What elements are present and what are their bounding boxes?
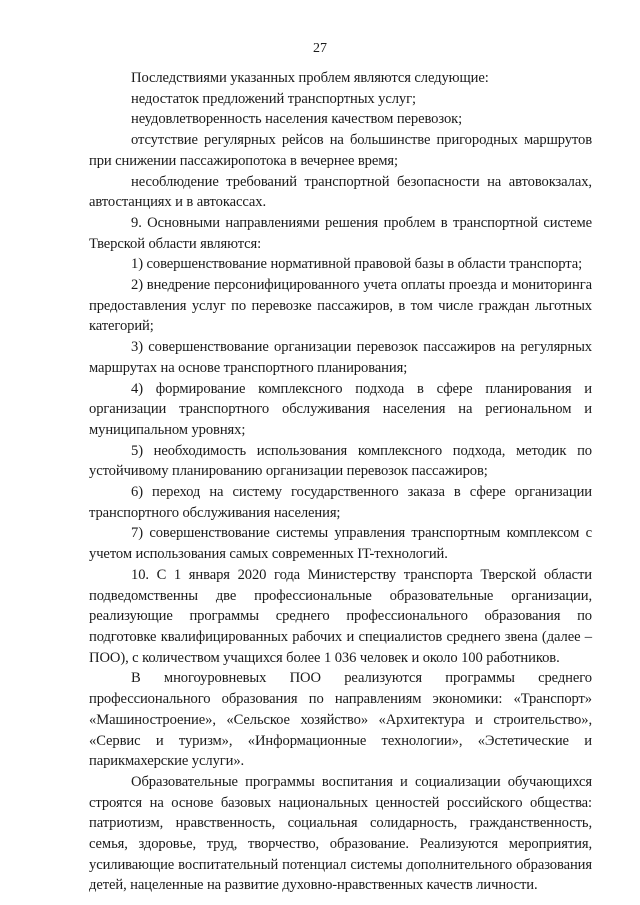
list-item: 7) совершенствование системы управления транспортным комплексом с учетом использования самых современных IT-технологий.: [89, 525, 592, 563]
list-item: 6) переход на систему государственного заказа в сфере организации транспортного обслуживания населения;: [89, 484, 592, 521]
list-item: 5) необходимость использования комплексного подхода, методик по устойчивому планированию организации перевозок пассажиров;: [89, 442, 592, 480]
paragraph: Последствиями указанных проблем являются следующие:: [131, 70, 489, 86]
paragraph: недостаток предложений транспортных услуг;: [131, 90, 416, 107]
document-body: [89, 68, 592, 896]
list-item: 2) внедрение персонифицированного учета оплаты проезда и мониторинга предоставления услуг по перевозке пассажиров, в том числе граждан льготных категорий;: [89, 277, 592, 335]
paragraph: неудовлетворенность населения качеством перевозок;: [131, 111, 463, 128]
list-item: 4) формирование комплексного подхода в сфере планирования и организации транспортного обслуживания населения на региональном и муниципальном уровнях;: [89, 380, 592, 438]
list-item: 3) совершенствование организации перевозок пассажиров на регулярных маршрутах на основе транспортного планирования;: [89, 339, 592, 376]
paragraph: Образовательные программы воспитания и социализации обучающихся строятся на основе базовых национальных ценностей российского общества: патриотизм, нравственность, социальная солидарность, гражданственность, семья, здоровье, труд, творчество, образование. Реализуются мероприятия, усиливающие воспитательный потенциал системы дополнительного образования детей, нацеленные на развитие духовно-нравственных качеств личности.: [89, 773, 592, 894]
paragraph: В многоуровневых ПОО реализуются программы среднего профессионального образования по направлениям экономики: «Транспорт» «Машиностроение», «Сельское хозяйство» «Архитектура и строительство», «Сервис и туризм», «Информационные технологии», «Эстетические и парикмахерские услуги».: [89, 670, 592, 770]
paragraph: несоблюдение требований транспортной безопасности на автовокзалах, автостанциях и в автокассах.: [89, 173, 592, 211]
list-item: 1) совершенствование нормативной правовой базы в области транспорта;: [131, 256, 583, 273]
paragraph: 9. Основными направлениями решения проблем в транспортной системе Тверской области являются:: [89, 214, 592, 252]
paragraph: 10. С 1 января 2020 года Министерству транспорта Тверской области подведомственны две профессиональные образовательные организации, реализующие программы среднего профессионального образования по подготовке квалифицированных рабочих и специалистов среднего звена (далее – ПОО), с количеством учащихся более 1 036 человек и около 100 работников.: [89, 566, 592, 666]
paragraph: отсутствие регулярных рейсов на большинстве пригородных маршрутов при снижении пассажиропотока в вечернее время;: [89, 132, 592, 169]
page-number: 27: [313, 41, 327, 56]
